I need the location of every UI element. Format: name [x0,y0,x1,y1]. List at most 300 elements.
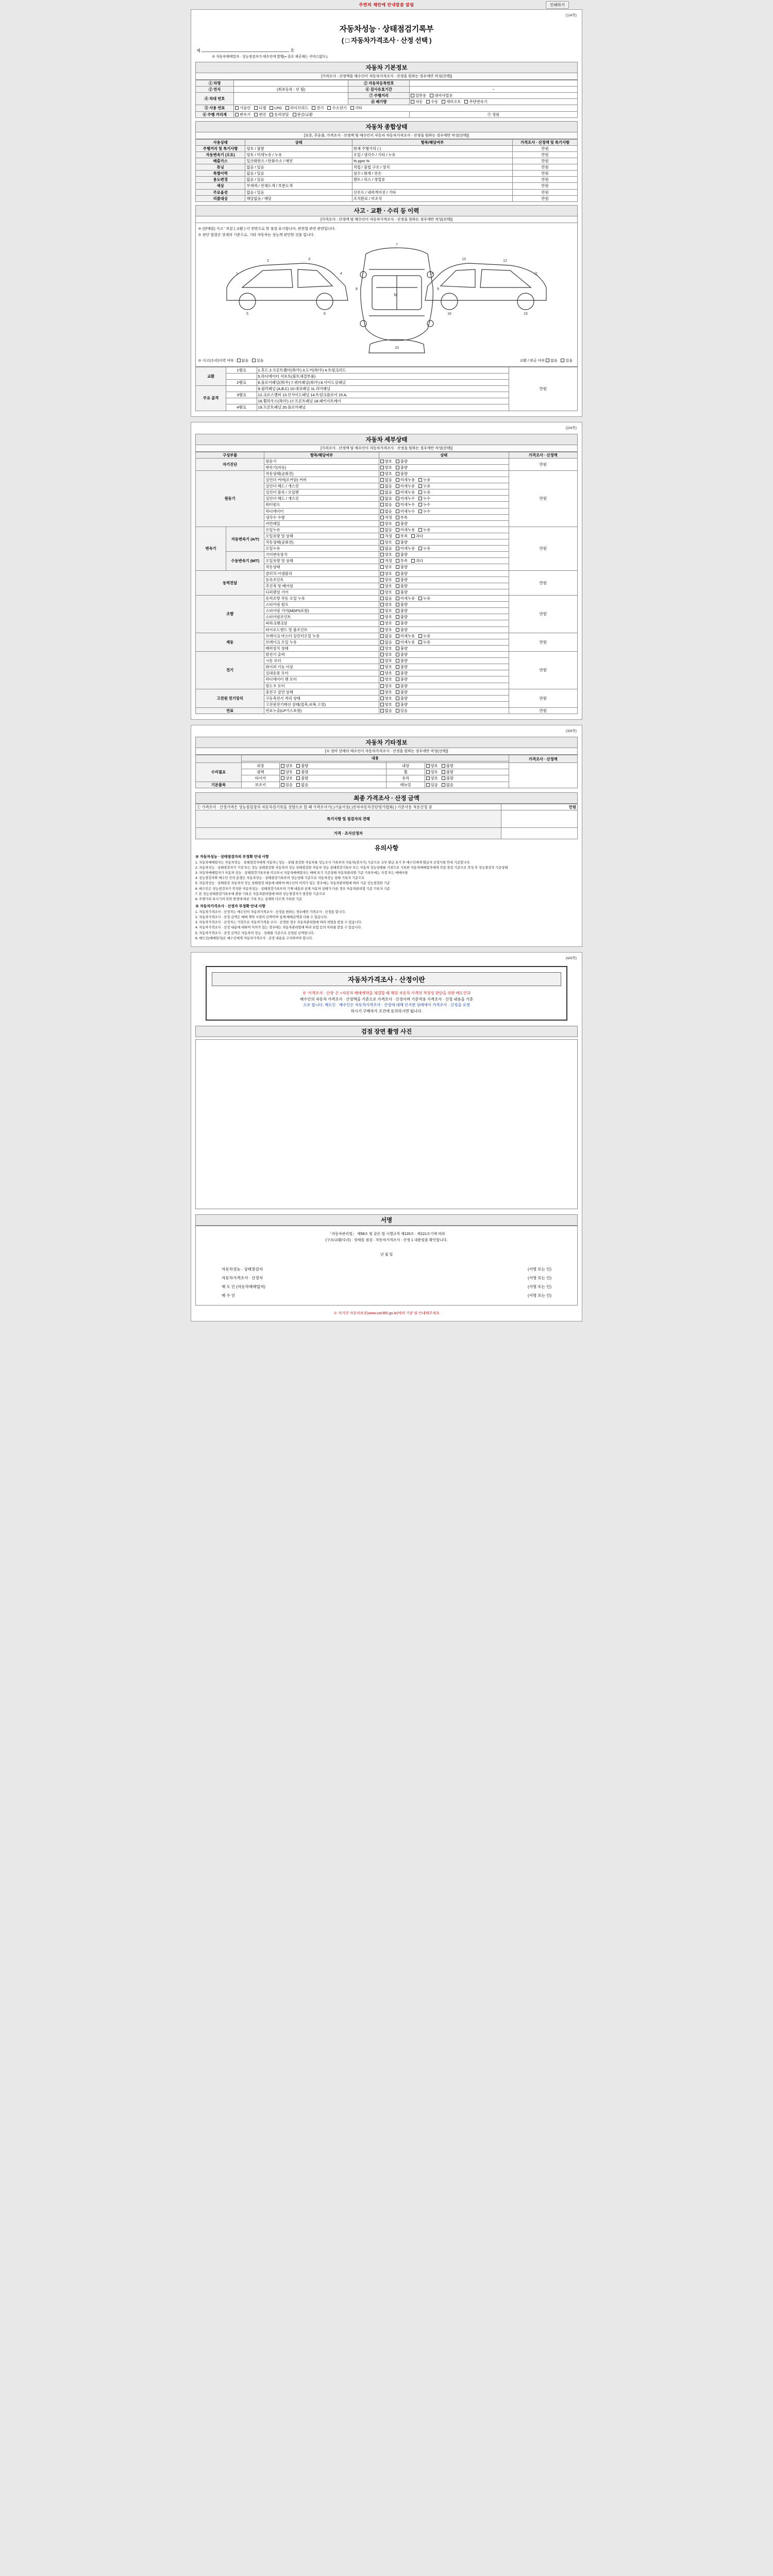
option-check[interactable]: 양호 [281,776,293,781]
parts-cell[interactable]: 19.프론트패널 20.플로어패널 [257,404,509,411]
parts-cell[interactable]: 16.휠하우스(좌/우) 17.프론트패널 18.패키지트레이 [257,398,509,404]
note-cell[interactable]: 만원 [509,652,577,689]
item-cell: 타이어 [241,775,279,782]
option-check[interactable]: 누수 [418,509,430,514]
option-check[interactable]: 양호 [380,690,392,694]
item-cell: 오일누유 [264,546,379,552]
option-check[interactable]: 미세누수 [396,502,415,507]
option-check[interactable]: 양호 [380,628,392,632]
row-note[interactable]: 만원 [513,195,578,201]
top-bar [191,0,582,9]
notice-line: 5. 자동차성능 · 상태점검 자동차의 성능 상태점검 내용에 대하여 매수인이 이의가 있는 경우에는 자동차관리법에 따라 기준 성능점검한 기준 [195,882,390,886]
opts-cell[interactable] [379,658,509,664]
option-check[interactable]: 양호 [380,578,392,582]
option-check[interactable]: 부족 [396,534,408,538]
option-check[interactable]: 변속기 [235,112,250,117]
option-check[interactable]: 양호 [380,552,392,557]
cell-value[interactable] [234,93,348,105]
row-note[interactable]: 만원 [513,183,578,189]
option-check[interactable]: 불량 [396,684,408,688]
option-check[interactable]: 없음 [380,596,392,601]
item-cell: 원동기 [264,458,379,464]
option-check[interactable]: 양호 [380,571,392,576]
option-check[interactable]: 일반용 [411,93,426,98]
option-check[interactable]: 없음 [380,490,392,495]
cell-value[interactable]: ⑨ 정원 [409,111,577,117]
opts-cell[interactable] [379,496,509,502]
note-cell[interactable]: 만원 [509,708,577,714]
option-check[interactable]: 양호 [380,652,392,657]
opts-cell[interactable] [379,614,509,620]
table-row [196,164,578,171]
signer-seal[interactable]: (서명 또는 인) [528,1266,551,1272]
option-check[interactable]: 양호 [380,471,392,476]
option-check[interactable]: 양호 [380,684,392,688]
cell-value[interactable]: ~ [409,87,577,93]
row-state[interactable]: 없음 / 있음 [245,177,352,183]
row-state[interactable]: 없음 / 있음 [245,171,352,177]
option-check[interactable]: 양호 [380,665,392,669]
option-check[interactable]: 없음 [380,502,392,507]
opts-cell[interactable] [280,775,386,782]
opts-cell[interactable] [379,589,509,595]
option-check[interactable]: 불량 [396,602,408,607]
option-check[interactable]: 과다 [411,534,423,538]
option-check[interactable]: 불량 [442,776,453,781]
opts-cell[interactable] [379,533,509,539]
option-check[interactable]: 불량 [396,590,408,595]
print-button[interactable]: 인쇄하기 [546,1,569,9]
option-check[interactable]: 양호 [380,658,392,663]
option-check[interactable]: 누유 [418,640,430,645]
opts-cell[interactable] [379,583,509,589]
opts-cell[interactable] [379,683,509,689]
signer-seal[interactable]: (서명 또는 인) [528,1275,551,1280]
option-check[interactable]: 미세누유 [396,640,415,645]
opts-cell[interactable] [379,626,509,633]
opts-cell[interactable] [280,782,386,788]
opts-cell[interactable] [379,596,509,602]
option-check[interactable]: 적정 [380,534,392,538]
option-check[interactable]: 양호 [380,459,392,464]
notice-line: 3. 자동차가격조사 · 산정자는 거짓으로 자동차가격을 조사 · 산정한 경우 자동차관리법에 따라 처벌을 받을 수 있습니다. [195,921,362,925]
option-check[interactable]: 양호 [426,776,438,781]
option-check[interactable]: 양호 [380,615,392,619]
opts-cell[interactable] [425,775,509,782]
opts-cell[interactable] [379,608,509,614]
option-check[interactable]: 누수 [418,496,430,501]
item-cell: 발전기 출력 [264,652,379,658]
table-row [196,80,578,87]
row-note[interactable]: 만원 [513,145,578,151]
opts-cell[interactable] [379,570,509,577]
table-row [196,689,578,695]
cell-value[interactable] [409,80,577,87]
row-note[interactable]: 만원 [513,151,578,158]
svg-text:2: 2 [267,259,269,263]
note-cell[interactable] [509,763,577,788]
cell-label: ② 자동차등록번호 [348,80,410,87]
option-check[interactable]: 불량 [396,465,408,470]
col-header [196,755,242,763]
option-check[interactable]: 미세누유 [396,596,415,601]
option-check[interactable]: 양호 [380,646,392,651]
row-note[interactable]: 만원 [513,177,578,183]
option-check[interactable]: 적정 [380,558,392,563]
option-check[interactable]: 부족 [396,558,408,563]
opts-cell[interactable] [280,763,386,769]
option-check[interactable]: 가솔린 [235,106,250,110]
row-state[interactable]: 없음 / 있음 [245,164,352,171]
option-check[interactable]: 부족 [396,515,408,520]
svg-text:15: 15 [524,312,528,316]
item-cell: 오일유량 및 상태 [264,558,379,564]
col-header: 가격조사 · 산정액 [509,755,577,763]
option-check[interactable]: 없음 [380,634,392,638]
option-check[interactable]: 엔진 [254,112,266,117]
option-check[interactable]: 불량 [396,646,408,651]
opts-cell[interactable] [379,558,509,564]
opts-cell[interactable] [379,664,509,670]
option-check[interactable]: 미세누유 [396,546,415,551]
row-state[interactable]: 양호 / 불량 [245,145,352,151]
note-cell[interactable]: 만원 [509,596,577,633]
cell-label: ⑤ 사용 연료 [196,105,234,111]
row-value[interactable] [501,827,577,839]
row-detail[interactable]: 오일 / 냉각수 / 기타 / 누유 [352,151,512,158]
opts-cell[interactable] [379,689,509,695]
option-check[interactable]: 누수 [418,502,430,507]
definition-line: 하시기 구매자가 조건에 동의하시면 됩니다. [350,1009,423,1014]
option-check[interactable]: 있음 [426,783,438,787]
cell-value[interactable] [234,111,410,117]
opts-cell[interactable] [379,489,509,496]
price-amount[interactable]: 만원 [501,804,577,810]
row-label: 용도변경 [196,177,245,183]
parts-cell[interactable]: 9.필러패널 (A,B,C) 10.대쉬패널 11.리어패널 [257,386,509,392]
option-check[interactable]: 양호 [380,608,392,613]
opts-cell[interactable] [379,527,509,533]
option-check[interactable]: 불량 [396,584,408,588]
option-check[interactable]: 전기 [312,106,324,110]
row-state[interactable]: 해당없음 / 해당 [245,195,352,201]
signer-label: 매 수 인 [222,1293,236,1298]
cell-value[interactable] [409,93,577,99]
opts-cell[interactable] [379,652,509,658]
option-check[interactable]: 불량 [396,578,408,582]
option-check[interactable]: 있음 [252,358,264,363]
item-cell: 실린더 헤드 / 개스킷 [264,483,379,489]
option-check[interactable]: 없음 [296,783,308,787]
table-row [196,177,578,183]
option-check[interactable]: 누유 [418,596,430,601]
note-cell[interactable]: 만원 [509,367,577,411]
parts-cell[interactable]: 1.후드 2.프론트휀더(좌/우) 3.도어(좌/우) 4.트렁크리드 [257,367,509,373]
option-check[interactable]: 양호 [380,584,392,588]
option-check[interactable]: 누유 [418,528,430,532]
row-state[interactable]: 양호 / 미세누유 / 누유 [245,151,352,158]
option-check[interactable]: 있음 [561,358,573,363]
option-check[interactable]: 없음 [380,708,392,713]
item-cell: 커먼레일 [264,520,379,527]
row-value[interactable] [501,810,577,827]
option-check[interactable]: 양호 [380,465,392,470]
option-check[interactable]: 불량 [296,764,308,768]
option-check[interactable]: 불량 [296,776,308,781]
notice-line: 6. 매수인은 성능점검자가 작성한 자동차성능 · 상태점검기록부의 기재 내용과 실제 자동차 상태가 다른 경우 자동차관리법 기준 기록자 기준 [195,887,390,891]
opts-cell[interactable] [379,708,509,714]
option-check[interactable]: 양호 [380,590,392,595]
option-check[interactable]: 누유 [418,546,430,551]
cell-value[interactable] [234,80,348,87]
opts-cell[interactable] [379,483,509,489]
signature-date[interactable]: 년 월 일 [380,1252,393,1257]
row-detail[interactable]: 렌트 / 리스 / 영업용 [352,177,512,183]
option-check[interactable]: 불량 [396,521,408,526]
row-detail[interactable] [352,183,512,189]
option-check[interactable]: 무단변속기 [464,99,487,104]
row-note[interactable]: 만원 [513,171,578,177]
row-detail[interactable]: 조치완료 / 미조치 [352,195,512,201]
option-check[interactable]: 불량 [396,540,408,545]
grade-cell: 4랭크 [226,404,257,411]
option-check[interactable]: 불량 [396,615,408,619]
cell-value[interactable]: (최초등록 : 년 월) [234,87,348,93]
cell-value[interactable] [234,105,578,111]
option-check[interactable]: 없음 [546,358,558,363]
parts-cell[interactable]: 5.라디에이터 서포트(볼트체결부품) [257,373,509,379]
option-check[interactable]: 없음 [442,783,453,787]
option-check[interactable]: 양호 [380,677,392,682]
item-cell: 작동상태(공회전) [264,470,379,477]
signature-title: 서명 [195,1214,578,1226]
option-check[interactable]: 미세누수 [396,496,415,501]
opts-cell[interactable] [379,670,509,676]
opts-cell[interactable] [379,639,509,645]
opts-cell[interactable] [379,701,509,707]
option-check[interactable]: 없음 [237,358,249,363]
option-check[interactable]: 불량 [396,571,408,576]
option-check[interactable]: 불량 [396,665,408,669]
cell-value[interactable] [409,99,577,105]
option-check[interactable]: 양호 [380,540,392,545]
table-row [196,171,578,177]
signature-row [201,1292,572,1300]
option-check[interactable]: 누유 [418,484,430,488]
option-check[interactable]: 불량 [396,608,408,613]
row-detail[interactable]: % ppm % [352,158,512,164]
option-check[interactable]: 양호 [380,602,392,607]
option-check[interactable]: 불량 [396,677,408,682]
option-check[interactable]: 자동 [411,99,423,104]
opts-cell[interactable] [379,508,509,514]
svg-text:1: 1 [236,272,238,276]
opts-cell[interactable] [379,645,509,651]
opts-cell[interactable] [379,564,509,570]
option-check[interactable]: 양호 [380,521,392,526]
option-check[interactable]: 불량 [396,628,408,632]
option-check[interactable]: 없음 [380,528,392,532]
opts-cell[interactable] [425,769,509,775]
option-check[interactable]: 불량 [396,459,408,464]
note-cell[interactable]: 만원 [509,633,577,651]
row-detail[interactable]: 적법 / 불법 구조 / 장치 [352,164,512,171]
option-check[interactable]: 대여사업용 [430,93,452,98]
option-check[interactable]: 미세누유 [396,478,415,482]
note-cell[interactable]: 만원 [509,570,577,595]
option-check[interactable]: 누유 [418,634,430,638]
row-note[interactable]: 만원 [513,189,578,195]
table-row [196,158,578,164]
option-check[interactable]: 디젤 [254,106,266,110]
item-cell: 클러치 어셈블리 [264,570,379,577]
table-row [196,458,578,464]
section-other-info-note: [※ 정비 상태의 매수인이 자동차가격조사 · 산정을 원하는 경우에만 작성(선택)] [195,748,578,755]
option-check[interactable]: 수소전기 [327,106,346,110]
option-check[interactable]: 적정 [380,515,392,520]
option-check[interactable]: 양호 [380,671,392,675]
row-label: 특별이력 [196,171,245,177]
option-check[interactable]: 미세누유 [396,484,415,488]
opts-cell[interactable] [379,633,509,639]
option-check[interactable]: 불량 [442,764,453,768]
option-check[interactable]: 불량 [396,690,408,694]
option-check[interactable]: 수동 [426,99,438,104]
option-check[interactable]: 없음 [380,546,392,551]
opts-cell[interactable] [280,769,386,775]
opts-cell[interactable] [379,464,509,470]
row-note[interactable]: 만원 [513,164,578,171]
option-check[interactable]: 과다 [411,558,423,563]
opts-cell[interactable] [379,514,509,520]
option-check[interactable]: 미세누유 [396,528,415,532]
svg-text:3: 3 [308,257,310,261]
row-detail[interactable]: 침수 / 화재 / 전손 [352,171,512,177]
row-label: 튜닝 [196,164,245,171]
option-check[interactable]: 불량 [396,621,408,625]
opts-cell[interactable] [379,552,509,558]
option-check[interactable]: LPG [270,106,282,110]
notice-line: 2. 자동차성능 · 상태점검자가 거짓 또는 성능 상태점검한 자동차의 성능 상태점검한 자동차 성능 상태점검기록부 또는 자동차 성능상태를 거짓으로 기록한 자동차매매업자에게 직접 점검 기준으로 작성 후 성능점검자 기준상태 [195,866,508,870]
option-check[interactable]: 세미오토 [442,99,461,104]
parts-cell[interactable]: 6.플로어패널(좌/우) 7.쿼터패널(좌/우) 8.사이드실패널 [257,379,509,385]
option-check[interactable]: 있음 [396,708,408,713]
option-check[interactable]: 기타 [350,106,362,110]
option-check[interactable]: 양호 [380,565,392,569]
item-cell: 고전원전기배선 상태(접촉,피복,고정) [264,701,379,707]
opts-cell[interactable] [425,782,509,788]
opts-cell[interactable] [379,695,509,701]
signer-seal[interactable]: (서명 또는 인) [528,1284,551,1289]
option-check[interactable]: 불량 [396,552,408,557]
signature-row [201,1265,572,1274]
option-check[interactable]: 불량 [396,702,408,707]
opts-cell[interactable] [379,458,509,464]
option-check[interactable]: 양호 [380,621,392,625]
definition-line: ※ '가격조사 · 산정' 은 <자동차 매매계약을 체결할 때 해당 자동차 가격의 적정성 판단을 위한 매도인과 [302,990,471,995]
row-detail[interactable]: 현재 주행거리 ( ) [352,145,512,151]
car-diagram-svg [206,239,567,356]
table-row [196,367,578,373]
option-check[interactable]: 불량 [396,652,408,657]
option-check[interactable]: 없음 [380,496,392,501]
notice-line: 2. 자동차가격조사 · 산정 금액은 매매 계약 시점의 금액이며 실제 매매금액과 다를 수 있습니다. [195,916,328,920]
opts-cell[interactable] [379,477,509,483]
option-check[interactable]: 불량 [396,658,408,663]
option-check[interactable]: 없음 [380,640,392,645]
option-check[interactable]: 없음 [380,478,392,482]
option-check[interactable]: 없음 [380,484,392,488]
section-basic-info-note: [가격조사 · 산정액을 매수인이 자동차가격조사 · 산정을 원하는 경우에만 작성(선택)] [195,73,578,80]
option-check[interactable]: 양호 [380,702,392,707]
opts-cell[interactable] [379,546,509,552]
row-state[interactable]: 무채색 / 전체도색 / 부분도색 [245,183,352,189]
option-check[interactable]: 있음 [281,783,293,787]
row-state[interactable]: 없음 / 있음 [245,189,352,195]
option-check[interactable]: 판금/교환 [293,112,313,117]
page-4 [191,952,582,1322]
opts-cell[interactable] [379,620,509,626]
option-check[interactable]: 미세누유 [396,634,415,638]
opts-cell[interactable] [379,602,509,608]
option-check[interactable]: 양호 [380,696,392,701]
item-cell: 라디에이터 [264,508,379,514]
opts-cell[interactable] [379,577,509,583]
repair-label: 교환 / 판금 여부 [519,359,545,363]
note-cell[interactable]: 만원 [509,470,577,527]
option-check[interactable]: 하이브리드 [285,106,308,110]
svg-text:7: 7 [396,243,398,247]
option-check[interactable]: 불량 [296,770,308,774]
option-check[interactable]: 불량 [396,696,408,701]
option-check[interactable]: 누유 [418,478,430,482]
table-row [196,763,578,769]
opts-cell[interactable] [425,763,509,769]
option-check[interactable]: 불량 [396,671,408,675]
option-check[interactable]: 불량 [442,770,453,774]
note-cell[interactable]: 만원 [509,689,577,707]
option-check[interactable]: 불량 [396,565,408,569]
cell-label: ⑧ 배기량 [348,99,410,105]
svg-text:13: 13 [462,257,466,261]
option-check[interactable]: 불량 [396,471,408,476]
opts-cell[interactable] [379,539,509,546]
parts-cell[interactable]: 12.크로스멤버 13.인사이드패널 14.트렁크플로어 15.A, [257,392,509,398]
note-cell[interactable]: 만원 [509,527,577,570]
option-check[interactable]: 양호 [281,764,293,768]
option-check[interactable]: 양호 [426,770,438,774]
item-cell: 스티어링 기어(MDPS포함) [264,608,379,614]
row-state[interactable]: 일산화탄소 / 탄화수소 / 매연 [245,158,352,164]
signer-seal[interactable]: (서명 또는 인) [528,1293,551,1298]
option-check[interactable]: 양호 [281,770,293,774]
option-check[interactable]: 누유 [418,490,430,495]
option-check[interactable]: 양호 [426,764,438,768]
opts-cell[interactable] [379,520,509,527]
option-check[interactable]: 미세누유 [396,490,415,495]
opts-cell[interactable] [379,470,509,477]
option-check[interactable]: 없음 [380,509,392,514]
row-detail[interactable]: 선루프 / 내비게이션 / 기타 [352,189,512,195]
option-check[interactable]: 미세누수 [396,509,415,514]
col-header: 사용상태 [196,139,245,145]
opts-cell[interactable] [379,676,509,683]
note-cell[interactable]: 만원 [509,458,577,470]
option-check[interactable]: 동력전달 [270,112,289,117]
table-row [196,151,578,158]
opts-cell[interactable] [379,502,509,508]
row-note[interactable]: 만원 [513,158,578,164]
